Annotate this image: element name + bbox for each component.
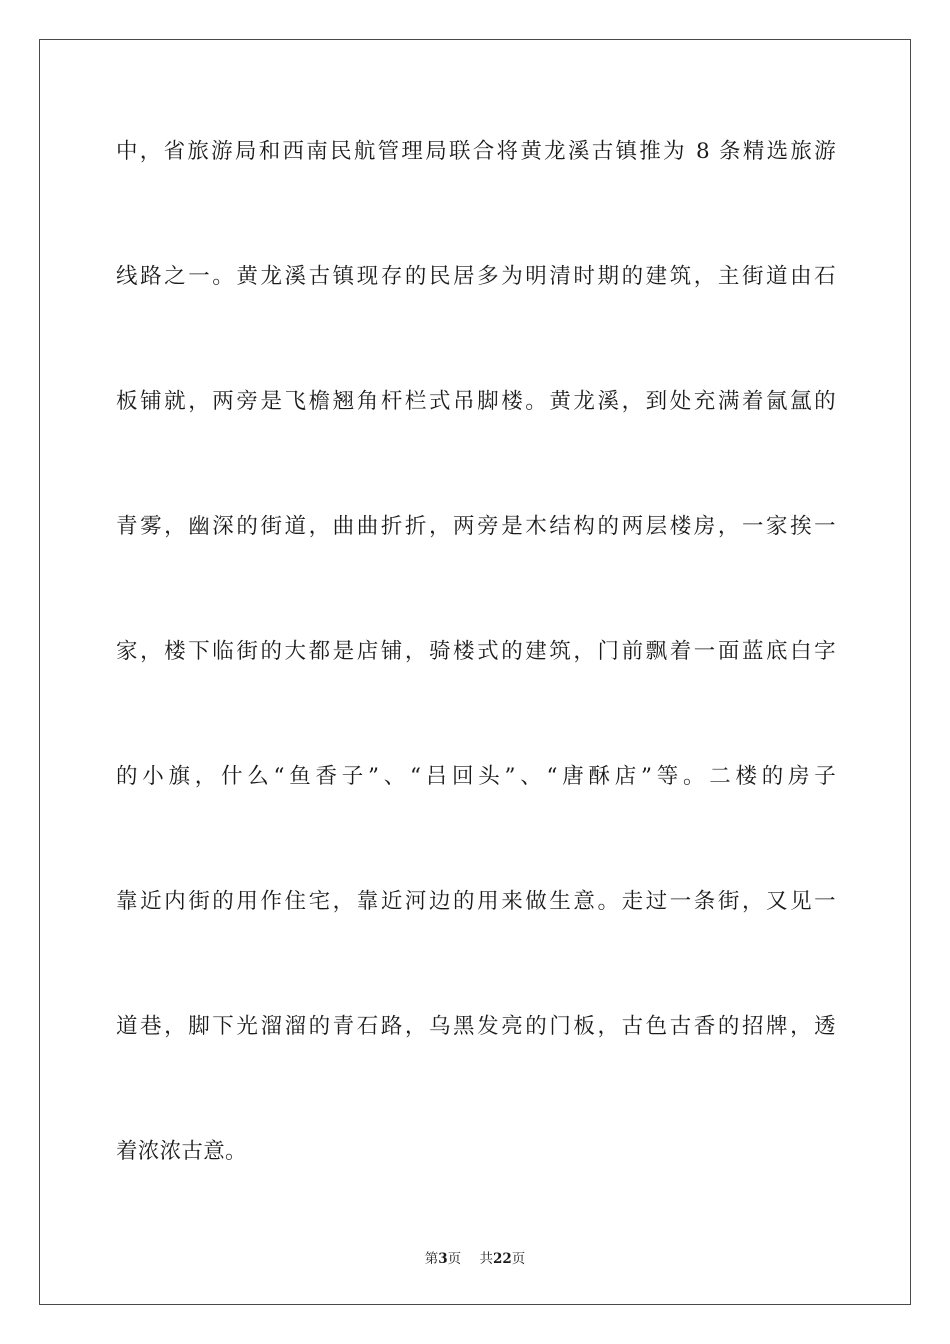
text-line: 家，楼下临街的大都是店铺，骑楼式的建筑，门前飘着一面蓝底白字 xyxy=(116,639,836,664)
total-suffix: 页 xyxy=(511,1251,526,1267)
text-line: 青雾，幽深的街道，曲曲折折，两旁是木结构的两层楼房，一家挨一 xyxy=(116,514,836,539)
page-suffix: 页 xyxy=(447,1251,462,1267)
page-indicator xyxy=(425,1251,461,1267)
text-line: 靠近内街的用作住宅，靠近河边的用来做生意。走过一条街，又见一 xyxy=(116,889,836,914)
total-indicator xyxy=(479,1251,525,1267)
text-line-last: 着浓浓古意。 xyxy=(116,1139,247,1164)
text-line: 中，省旅游局和西南民航管理局联合将黄龙溪古镇推为 8 条精选旅游 xyxy=(116,139,836,164)
text-line: 的小旗，什么“鱼香子”、“吕回头”、“唐酥店”等。二楼的房子 xyxy=(116,764,836,789)
page-prefix: 第 xyxy=(424,1251,439,1267)
page-footer xyxy=(0,1247,950,1267)
text-line: 线路之一。黄龙溪古镇现存的民居多为明清时期的建筑，主街道由石 xyxy=(116,264,836,289)
page-number: 3 xyxy=(438,1251,448,1267)
text-line: 道巷，脚下光溜溜的青石路，乌黑发亮的门板，古色古香的招牌，透 xyxy=(116,1014,836,1039)
text-line: 板铺就，两旁是飞檐翘角杆栏式吊脚楼。黄龙溪，到处充满着氤氲的 xyxy=(116,389,836,414)
total-pages: 22 xyxy=(492,1251,512,1267)
body-text xyxy=(116,120,836,1245)
total-prefix: 共 xyxy=(479,1251,493,1267)
